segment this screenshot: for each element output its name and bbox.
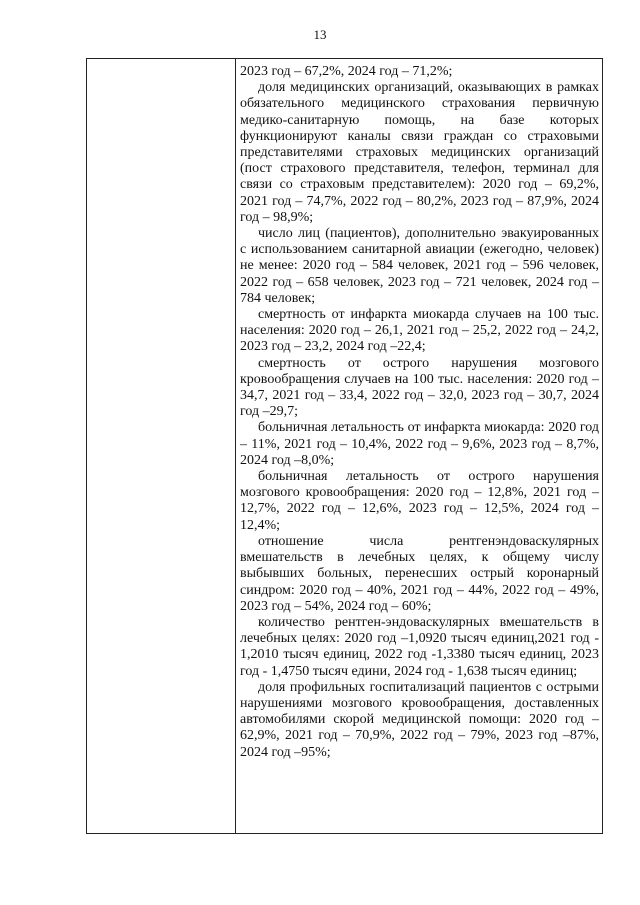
indicator-paragraph: смертность от инфаркта миокарда случаев на 100 тыс. населения: 2020 год – 26,1, 2021 год – 25,2, 2022 год – 24,2, 2023 год – 23,2, 2024 год –22,4; bbox=[240, 307, 599, 355]
content-table bbox=[86, 58, 603, 834]
indicator-paragraph: количество рентген-эндоваскулярных вмешательств в лечебных целях: 2020 год –1,0920 тысяч единиц,2021 год - 1,2010 тысяч единиц, 2022 год -1,3380 тысяч единиц, 2023 год - 1,4750 тысяч едини, 2024 год - 1,638 тысяч единиц; bbox=[240, 614, 599, 679]
indicator-paragraph: число лиц (пациентов), дополнительно эвакуированных с использованием санитарной авиации (ежегодно, человек) не менее: 2020 год – 584 человек, 2021 год – 596 человек, 2022 год – 658 человек, 2023 год – 721 человек, 2024 год – 784 человек; bbox=[240, 226, 599, 306]
indicator-paragraph: 2023 год – 67,2%, 2024 год – 71,2%; bbox=[240, 64, 453, 79]
indicator-paragraph: отношение числа рентгенэндоваскулярных вмешательств в лечебных целях, к общему числу выбывших больных, перенесших острый коронарный синдром: 2020 год – 40%, 2021 год – 44%, 2022 год – 49%, 2023 год – 54%, 2024 год – 60%; bbox=[240, 533, 599, 614]
page-number: 13 bbox=[313, 27, 327, 42]
indicator-paragraph: доля медицинских организаций, оказывающих в рамках обязательного медицинского страхования первичную медико-санитарную помощь, на базе которых функционируют каналы связи граждан со страховыми представителями страховых медицинских организаций (пост страхового представителя, телефон, терминал для связи со страховым представителем): 2020 год – 69,2%, 2021 год – 74,7%, 2022 год – 80,2%, 2023 год – 87,9%, 2024 год – 98,9%; bbox=[240, 80, 599, 225]
table-right-cell bbox=[240, 64, 599, 761]
indicator-paragraph: больничная летальность от острого нарушения мозгового кровообращения: 2020 год – 12,8%, 2021 год – 12,7%, 2022 год – 12,6%, 2023 год – 12,5%, 2024 год – 12,4%; bbox=[240, 469, 599, 533]
column-divider bbox=[235, 59, 236, 833]
table-left-cell bbox=[87, 59, 235, 833]
indicator-paragraph: доля профильных госпитализаций пациентов с острыми нарушениями мозгового кровообращения, доставленных автомобилями скорой медицинской помощи: 2020 год – 62,9%, 2021 год – 70,9%, 2022 год – 79%, 2023 год –87%, 2024 год –95%; bbox=[240, 679, 599, 760]
indicator-paragraph: смертность от острого нарушения мозгового кровообращения случаев на 100 тыс. населения: 2020 год – 34,7, 2021 год – 33,4, 2022 год – 32,0, 2023 год – 30,7, 2024 год –29,7; bbox=[240, 355, 599, 420]
indicator-paragraph: больничная летальность от инфаркта миокарда: 2020 год – 11%, 2021 год – 10,4%, 2022 год – 9,6%, 2023 год – 8,7%, 2024 год –8,0%; bbox=[240, 420, 599, 468]
